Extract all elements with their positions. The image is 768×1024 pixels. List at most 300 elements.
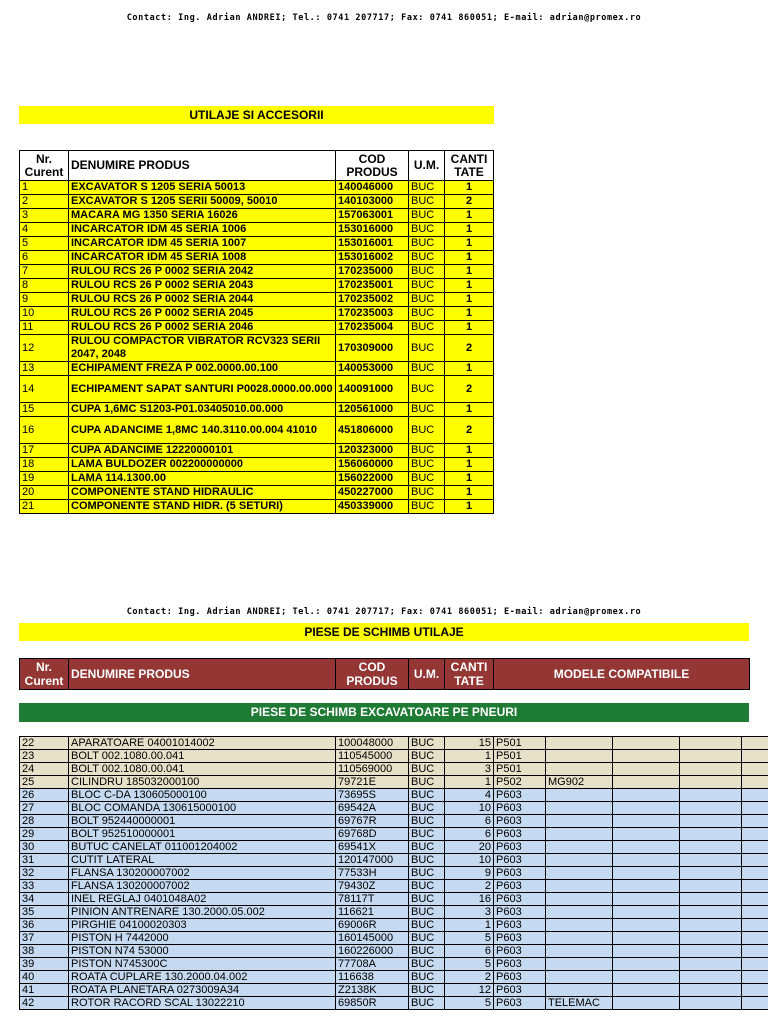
row-model-2	[546, 932, 613, 945]
row-qty: 10	[445, 802, 494, 815]
row-code: 100048000	[336, 737, 409, 750]
table-row	[20, 500, 494, 514]
row-name: INEL REGLAJ 0401048A02	[69, 893, 336, 906]
row-model-1: P501	[494, 737, 546, 750]
row-model-3	[613, 932, 680, 945]
row-model-5	[742, 971, 768, 984]
row-nr: 8	[20, 279, 69, 293]
row-qty: 6	[445, 945, 494, 958]
row-name: ECHIPAMENT SAPAT SANTURI P0028.0000.00.000	[69, 376, 336, 403]
row-qty: 2	[445, 376, 494, 403]
row-model-2: TELEMAC	[546, 997, 613, 1010]
row-model-4	[680, 880, 742, 893]
row-um: BUC	[409, 444, 445, 458]
row-model-3	[613, 958, 680, 971]
row-code: 120323000	[336, 444, 409, 458]
row-nr: 33	[20, 880, 69, 893]
row-nr: 42	[20, 997, 69, 1010]
row-model-4	[680, 828, 742, 841]
row-qty: 1	[445, 362, 494, 376]
table-row	[20, 279, 494, 293]
row-model-2	[546, 815, 613, 828]
col-code-header: COD PRODUS	[336, 659, 409, 690]
row-model-4	[680, 750, 742, 763]
row-name: RULOU RCS 26 P 0002 SERIA 2046	[69, 321, 336, 335]
row-qty: 12	[445, 984, 494, 997]
row-qty: 1	[445, 223, 494, 237]
row-model-5	[742, 815, 768, 828]
row-code: 140053000	[336, 362, 409, 376]
row-model-4	[680, 893, 742, 906]
row-model-5	[742, 893, 768, 906]
row-code: 79721E	[336, 776, 409, 789]
row-model-2	[546, 737, 613, 750]
table-row	[20, 971, 768, 984]
row-qty: 9	[445, 867, 494, 880]
row-model-4	[680, 776, 742, 789]
row-name: BLOC C-DA 130605000100	[69, 789, 336, 802]
row-model-1: P603	[494, 867, 546, 880]
row-name: RULOU RCS 26 P 0002 SERIA 2042	[69, 265, 336, 279]
row-name: RULOU RCS 26 P 0002 SERIA 2045	[69, 307, 336, 321]
row-model-2: MG902	[546, 776, 613, 789]
row-model-1: P501	[494, 750, 546, 763]
row-code: 156022000	[336, 472, 409, 486]
row-um: BUC	[409, 293, 445, 307]
row-qty: 5	[445, 932, 494, 945]
row-model-4	[680, 815, 742, 828]
row-model-2	[546, 789, 613, 802]
row-model-3	[613, 971, 680, 984]
row-code: 69850R	[336, 997, 409, 1010]
row-nr: 19	[20, 472, 69, 486]
row-model-1: P603	[494, 958, 546, 971]
row-name: PISTON N74 53000	[69, 945, 336, 958]
row-model-4	[680, 971, 742, 984]
row-code: 140103000	[336, 195, 409, 209]
row-code: 170235001	[336, 279, 409, 293]
table-row	[20, 932, 768, 945]
row-um: BUC	[409, 789, 445, 802]
table-row	[20, 403, 494, 417]
row-model-5	[742, 997, 768, 1010]
row-name: FLANSA 130200007002	[69, 880, 336, 893]
row-model-1: P603	[494, 828, 546, 841]
row-nr: 26	[20, 789, 69, 802]
row-name: FLANSA 130200007002	[69, 867, 336, 880]
row-model-4	[680, 997, 742, 1010]
row-name: PISTON H 7442000	[69, 932, 336, 945]
row-nr: 32	[20, 867, 69, 880]
row-model-4	[680, 867, 742, 880]
row-model-1: P603	[494, 919, 546, 932]
table-row	[20, 906, 768, 919]
row-code: 69542A	[336, 802, 409, 815]
row-name: RULOU RCS 26 P 0002 SERIA 2043	[69, 279, 336, 293]
row-model-3	[613, 880, 680, 893]
table-row	[20, 486, 494, 500]
row-model-2	[546, 919, 613, 932]
table-row	[20, 237, 494, 251]
row-name: ROTOR RACORD SCAL 13022210	[69, 997, 336, 1010]
row-name: CUPA 1,6MC S1203-P01.03405010.00.000	[69, 403, 336, 417]
row-um: BUC	[409, 251, 445, 265]
row-nr: 22	[20, 737, 69, 750]
row-nr: 38	[20, 945, 69, 958]
table-row	[20, 841, 768, 854]
row-nr: 36	[20, 919, 69, 932]
row-model-3	[613, 854, 680, 867]
table-row	[20, 867, 768, 880]
row-model-1: P603	[494, 854, 546, 867]
row-model-4	[680, 945, 742, 958]
table-row	[20, 321, 494, 335]
table-row	[20, 195, 494, 209]
row-code: 153016002	[336, 251, 409, 265]
row-model-3	[613, 750, 680, 763]
row-nr: 15	[20, 403, 69, 417]
section-title-utilaje: UTILAJE SI ACCESORII	[19, 106, 494, 124]
row-model-2	[546, 906, 613, 919]
row-qty: 6	[445, 815, 494, 828]
row-qty: 1	[445, 307, 494, 321]
row-qty: 1	[445, 444, 494, 458]
row-um: BUC	[409, 906, 445, 919]
table-row	[20, 362, 494, 376]
table-row	[20, 789, 768, 802]
row-nr: 27	[20, 802, 69, 815]
row-um: BUC	[409, 867, 445, 880]
row-model-3	[613, 997, 680, 1010]
row-model-4	[680, 906, 742, 919]
row-nr: 39	[20, 958, 69, 971]
row-code: 120147000	[336, 854, 409, 867]
row-nr: 9	[20, 293, 69, 307]
row-name: RULOU COMPACTOR VIBRATOR RCV323 SERII 2047, 2048	[69, 335, 336, 362]
row-name: CUPA ADANCIME 12220000101	[69, 444, 336, 458]
table-row	[20, 828, 768, 841]
row-code: 451806000	[336, 417, 409, 444]
row-um: BUC	[409, 945, 445, 958]
row-code: 69767R	[336, 815, 409, 828]
row-name: ROATA CUPLARE 130.2000.04.002	[69, 971, 336, 984]
row-um: BUC	[409, 776, 445, 789]
row-code: 116638	[336, 971, 409, 984]
row-model-1: P603	[494, 815, 546, 828]
row-um: BUC	[409, 841, 445, 854]
row-nr: 11	[20, 321, 69, 335]
row-qty: 3	[445, 763, 494, 776]
col-name-header: DENUMIRE PRODUS	[69, 659, 336, 690]
row-um: BUC	[409, 486, 445, 500]
row-um: BUC	[409, 919, 445, 932]
table-row	[20, 737, 768, 750]
equipment-table	[19, 150, 494, 514]
row-um: BUC	[409, 971, 445, 984]
row-qty: 16	[445, 893, 494, 906]
row-model-4	[680, 958, 742, 971]
table-row	[20, 945, 768, 958]
row-qty: 1	[445, 321, 494, 335]
subsection-title-excavatoare: PIESE DE SCHIMB EXCAVATOARE PE PNEURI	[19, 703, 749, 722]
row-model-1: P603	[494, 984, 546, 997]
row-model-5	[742, 932, 768, 945]
row-model-2	[546, 750, 613, 763]
contact-line-middle: Contact: Ing. Adrian ANDREI; Tel.: 0741 207717; Fax: 0741 860051; E-mail: adrian@promex.ro	[126, 607, 642, 617]
row-model-2	[546, 867, 613, 880]
row-name: BOLT 002.1080.00.041	[69, 763, 336, 776]
row-model-4	[680, 789, 742, 802]
row-model-2	[546, 893, 613, 906]
row-qty: 2	[445, 880, 494, 893]
row-model-3	[613, 815, 680, 828]
table-row	[20, 997, 768, 1010]
table-row	[20, 251, 494, 265]
row-qty: 2	[445, 417, 494, 444]
row-nr: 13	[20, 362, 69, 376]
row-um: BUC	[409, 828, 445, 841]
row-name: RULOU RCS 26 P 0002 SERIA 2044	[69, 293, 336, 307]
row-model-3	[613, 828, 680, 841]
row-um: BUC	[409, 893, 445, 906]
row-nr: 40	[20, 971, 69, 984]
table-row	[20, 181, 494, 195]
row-qty: 1	[445, 265, 494, 279]
col-um-header: U.M.	[409, 151, 445, 181]
row-nr: 6	[20, 251, 69, 265]
row-um: BUC	[409, 265, 445, 279]
row-code: 69768D	[336, 828, 409, 841]
row-name: CILINDRU 185032000100	[69, 776, 336, 789]
row-um: BUC	[409, 997, 445, 1010]
row-qty: 1	[445, 237, 494, 251]
parts-table	[19, 736, 768, 1010]
row-um: BUC	[409, 500, 445, 514]
row-model-1: P603	[494, 789, 546, 802]
row-model-1: P603	[494, 880, 546, 893]
table-row	[20, 223, 494, 237]
row-model-5	[742, 867, 768, 880]
row-model-1: P603	[494, 997, 546, 1010]
row-name: ECHIPAMENT FREZA P 002.0000.00.100	[69, 362, 336, 376]
row-name: BOLT 952510000001	[69, 828, 336, 841]
row-um: BUC	[409, 209, 445, 223]
row-model-1: P603	[494, 971, 546, 984]
row-model-4	[680, 763, 742, 776]
row-um: BUC	[409, 181, 445, 195]
table-row	[20, 307, 494, 321]
table-row	[20, 919, 768, 932]
row-code: 160226000	[336, 945, 409, 958]
row-um: BUC	[409, 223, 445, 237]
row-qty: 2	[445, 195, 494, 209]
row-nr: 25	[20, 776, 69, 789]
row-nr: 41	[20, 984, 69, 997]
row-name: BOLT 002.1080.00.041	[69, 750, 336, 763]
table-row	[20, 335, 494, 362]
row-model-3	[613, 906, 680, 919]
row-model-5	[742, 945, 768, 958]
table-row	[20, 893, 768, 906]
row-um: BUC	[409, 854, 445, 867]
row-qty: 1	[445, 181, 494, 195]
table-row	[20, 750, 768, 763]
row-um: BUC	[409, 984, 445, 997]
row-model-4	[680, 854, 742, 867]
row-model-3	[613, 789, 680, 802]
row-model-5	[742, 958, 768, 971]
row-name: ROATA PLANETARA 0273009A34	[69, 984, 336, 997]
row-qty: 1	[445, 209, 494, 223]
row-model-3	[613, 984, 680, 997]
col-nr-header: Nr. Curent	[20, 151, 69, 181]
row-um: BUC	[409, 195, 445, 209]
row-model-5	[742, 789, 768, 802]
row-code: 77708A	[336, 958, 409, 971]
row-name: INCARCATOR IDM 45 SERIA 1006	[69, 223, 336, 237]
row-model-4	[680, 919, 742, 932]
row-nr: 21	[20, 500, 69, 514]
row-qty: 1	[445, 279, 494, 293]
row-code: 110545000	[336, 750, 409, 763]
row-name: LAMA BULDOZER 002200000000	[69, 458, 336, 472]
row-model-5	[742, 750, 768, 763]
row-qty: 1	[445, 458, 494, 472]
col-um-header: U.M.	[409, 659, 445, 690]
row-code: 78117T	[336, 893, 409, 906]
col-nr-header: Nr. Curent	[20, 659, 69, 690]
row-code: 170235003	[336, 307, 409, 321]
row-model-2	[546, 958, 613, 971]
table-row	[20, 293, 494, 307]
row-code: 120561000	[336, 403, 409, 417]
row-um: BUC	[409, 763, 445, 776]
row-code: 160145000	[336, 932, 409, 945]
row-name: LAMA 114.1300.00	[69, 472, 336, 486]
table-row	[20, 984, 768, 997]
row-model-5	[742, 802, 768, 815]
row-code: 116621	[336, 906, 409, 919]
row-model-1: P603	[494, 841, 546, 854]
row-name: INCARCATOR IDM 45 SERIA 1008	[69, 251, 336, 265]
table-row	[20, 802, 768, 815]
row-code: 170235004	[336, 321, 409, 335]
row-nr: 1	[20, 181, 69, 195]
row-qty: 3	[445, 906, 494, 919]
row-model-1: P501	[494, 763, 546, 776]
row-code: 73695S	[336, 789, 409, 802]
table-row	[20, 209, 494, 223]
row-um: BUC	[409, 932, 445, 945]
row-nr: 5	[20, 237, 69, 251]
row-qty: 1	[445, 486, 494, 500]
row-model-2	[546, 854, 613, 867]
row-model-3	[613, 776, 680, 789]
row-nr: 34	[20, 893, 69, 906]
row-nr: 35	[20, 906, 69, 919]
row-nr: 14	[20, 376, 69, 403]
row-nr: 29	[20, 828, 69, 841]
row-um: BUC	[409, 362, 445, 376]
row-name: CUPA ADANCIME 1,8MC 140.3110.00.004 41010	[69, 417, 336, 444]
row-um: BUC	[409, 750, 445, 763]
table-row	[20, 880, 768, 893]
row-nr: 31	[20, 854, 69, 867]
parts-table-header	[19, 658, 750, 690]
equipment-table-header	[20, 151, 494, 181]
row-name: BOLT 952440000001	[69, 815, 336, 828]
row-nr: 2	[20, 195, 69, 209]
row-model-2	[546, 841, 613, 854]
row-um: BUC	[409, 335, 445, 362]
row-um: BUC	[409, 458, 445, 472]
table-row	[20, 444, 494, 458]
col-models-header: MODELE COMPATIBILE	[494, 659, 750, 690]
row-name: PINION ANTRENARE 130.2000.05.002	[69, 906, 336, 919]
row-nr: 16	[20, 417, 69, 444]
row-model-5	[742, 919, 768, 932]
row-nr: 24	[20, 763, 69, 776]
row-qty: 2	[445, 971, 494, 984]
row-um: BUC	[409, 279, 445, 293]
row-um: BUC	[409, 802, 445, 815]
row-um: BUC	[409, 472, 445, 486]
row-um: BUC	[409, 737, 445, 750]
row-code: 170235000	[336, 265, 409, 279]
row-code: 170235002	[336, 293, 409, 307]
row-code: 170309000	[336, 335, 409, 362]
col-code-header: COD PRODUS	[336, 151, 409, 181]
row-model-5	[742, 776, 768, 789]
row-nr: 20	[20, 486, 69, 500]
row-code: 140046000	[336, 181, 409, 195]
row-um: BUC	[409, 376, 445, 403]
row-model-3	[613, 893, 680, 906]
row-model-1: P603	[494, 945, 546, 958]
row-code: 450227000	[336, 486, 409, 500]
row-nr: 37	[20, 932, 69, 945]
table-row	[20, 265, 494, 279]
row-nr: 17	[20, 444, 69, 458]
row-model-1: P502	[494, 776, 546, 789]
row-code: 110569000	[336, 763, 409, 776]
row-qty: 1	[445, 472, 494, 486]
table-row	[20, 376, 494, 403]
table-row	[20, 763, 768, 776]
row-qty: 5	[445, 958, 494, 971]
table-row	[20, 458, 494, 472]
row-model-4	[680, 841, 742, 854]
row-model-5	[742, 880, 768, 893]
row-name: BLOC COMANDA 130615000100	[69, 802, 336, 815]
row-name: PIRGHIE 04100020303	[69, 919, 336, 932]
row-um: BUC	[409, 237, 445, 251]
table-row	[20, 776, 768, 789]
row-model-3	[613, 802, 680, 815]
row-qty: 20	[445, 841, 494, 854]
row-model-5	[742, 737, 768, 750]
row-name: INCARCATOR IDM 45 SERIA 1007	[69, 237, 336, 251]
row-model-3	[613, 919, 680, 932]
row-name: APARATOARE 04001014002	[69, 737, 336, 750]
row-model-3	[613, 867, 680, 880]
section-title-piese: PIESE DE SCHIMB UTILAJE	[19, 623, 749, 641]
row-model-3	[613, 737, 680, 750]
row-nr: 10	[20, 307, 69, 321]
table-row	[20, 815, 768, 828]
row-name: BUTUC CANELAT 011001204002	[69, 841, 336, 854]
row-qty: 1	[445, 293, 494, 307]
